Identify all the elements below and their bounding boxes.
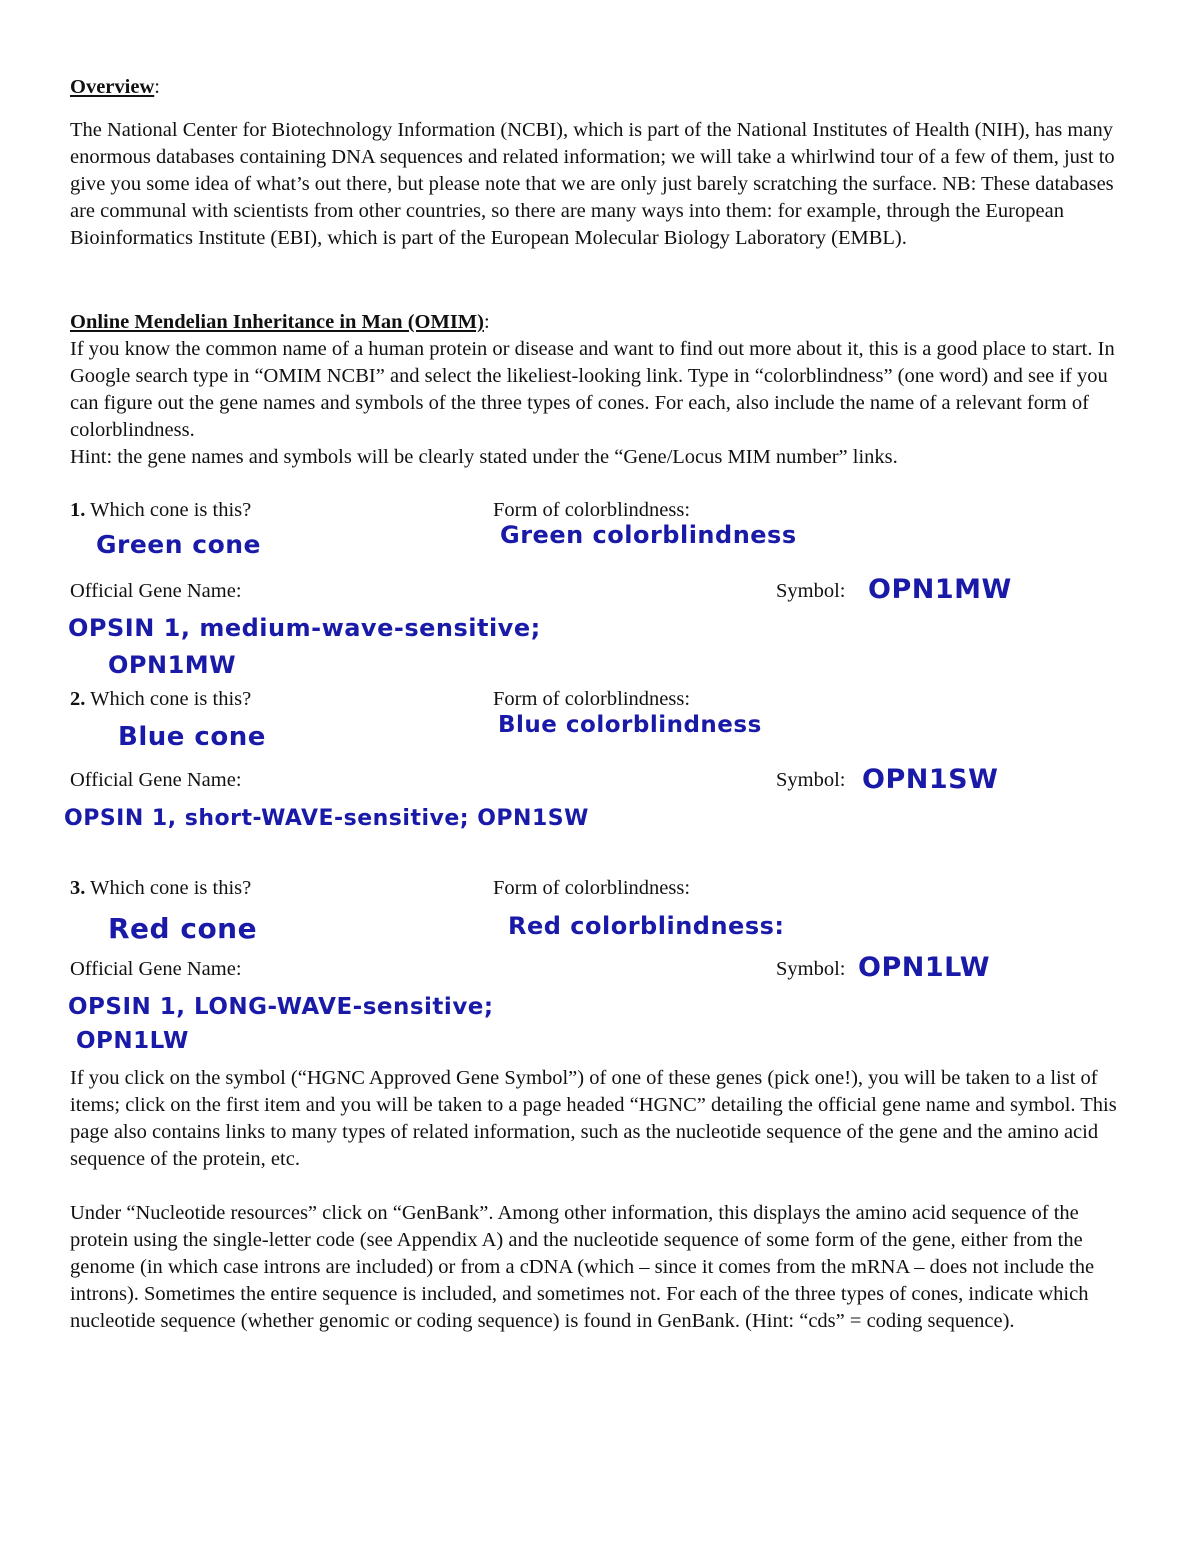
question-2-gene-answer: OPSIN 1, short-WAVE-sensitive; OPN1SW	[64, 806, 589, 831]
omim-paragraph: If you know the common name of a human protein or disease and want to find out more about it, this is a good place to start. In Google search type in “OMIM NCBI” and select the likeliest-looking link. Type in “colorblindness” (one word) and see if you can figure out the gene names and symbols of the three types of cones. For each, also include the name of a relevant form of colorblindness.	[70, 338, 1115, 441]
question-1-prompt: 1. Which cone is this?	[70, 499, 252, 521]
question-3-prompt: 3. Which cone is this?	[70, 877, 252, 899]
omim-heading: Online Mendelian Inheritance in Man (OMIM)	[70, 311, 484, 333]
overview-section	[70, 74, 1132, 252]
followup-paragraph-1: If you click on the symbol (“HGNC Approved Gene Symbol”) of one of these genes (pick one!), you will be taken to a list of items; click on the first item and you will be taken to a page headed “HGNC” detailing the official gene name and symbol. This page also contains links to many types of related information, such as the nucleotide sequence of the gene and the amino acid sequence of the protein, etc.	[70, 1067, 1117, 1170]
question-1-symbol-answer: OPN1MW	[868, 574, 1012, 605]
omim-section	[70, 309, 1132, 471]
question-1-gene-answer-line2: OPN1MW	[108, 651, 237, 679]
question-3-cone-answer: Red cone	[108, 912, 258, 945]
question-2-prompt: 2. Which cone is this?	[70, 688, 252, 710]
question-2-gene-label: Official Gene Name:	[70, 769, 242, 791]
omim-heading-line: Online Mendelian Inheritance in Man (OMIM):	[70, 311, 490, 333]
question-2-form-answer: Blue colorblindness	[498, 712, 762, 738]
followup-section	[70, 1065, 1132, 1335]
question-3-form-answer: Red colorblindness:	[508, 912, 785, 940]
question-2-cone-answer: Blue cone	[118, 722, 266, 752]
followup-paragraph-2: Under “Nucleotide resources” click on “GenBank”. Among other information, this displays the amino acid sequence of the protein using the single-letter code (see Appendix A) and the nucleotide sequence of some form of the gene, either from the genome (in which case introns are included) or from a cDNA (which – since it comes from the mRNA – does not include the introns). Sometimes the entire sequence is included, and sometimes not. For each of the three types of cones, indicate which nucleotide sequence (whether genomic or coding sequence) is found in GenBank. (Hint: “cds” = coding sequence).	[70, 1202, 1095, 1332]
question-3-form-label: Form of colorblindness:	[493, 877, 691, 899]
omim-hint: Hint: the gene names and symbols will be clearly stated under the “Gene/Locus MIM number” links.	[70, 446, 898, 468]
question-1-gene-label: Official Gene Name:	[70, 580, 242, 602]
question-3-gene-label: Official Gene Name:	[70, 958, 242, 980]
question-2-symbol-answer: OPN1SW	[862, 764, 999, 795]
question-2-form-label: Form of colorblindness:	[493, 688, 691, 710]
question-3-gene-answer-line1: OPSIN 1, LONG-WAVE-sensitive;	[68, 994, 494, 1020]
question-1-form-answer: Green colorblindness	[500, 521, 797, 549]
overview-paragraph: The National Center for Biotechnology Information (NCBI), which is part of the National Institutes of Health (NIH), has many enormous databases containing DNA sequences and related information; we will take a whirlwind tour of a few of them, just to give you some idea of what’s out there, but please note that we are only just barely scratching the surface. NB: These databases are communal with scientists from other countries, so there are many ways into them: for example, through the European Bioinformatics Institute (EBI), which is part of the European Molecular Biology Laboratory (EMBL).	[70, 119, 1115, 249]
overview-heading: Overview	[70, 76, 155, 98]
question-1-symbol-label: Symbol:	[776, 580, 846, 602]
overview-heading-line: Overview:	[70, 76, 160, 98]
question-1-cone-answer: Green cone	[96, 530, 262, 559]
question-3-gene-answer-line2: OPN1LW	[76, 1028, 189, 1054]
question-2-symbol-label: Symbol:	[776, 769, 846, 791]
question-1-form-label: Form of colorblindness:	[493, 499, 691, 521]
question-3-symbol-label: Symbol:	[776, 958, 846, 980]
question-3-symbol-answer: OPN1LW	[858, 952, 991, 983]
question-1-gene-answer-line1: OPSIN 1, medium-wave-sensitive;	[68, 614, 541, 642]
